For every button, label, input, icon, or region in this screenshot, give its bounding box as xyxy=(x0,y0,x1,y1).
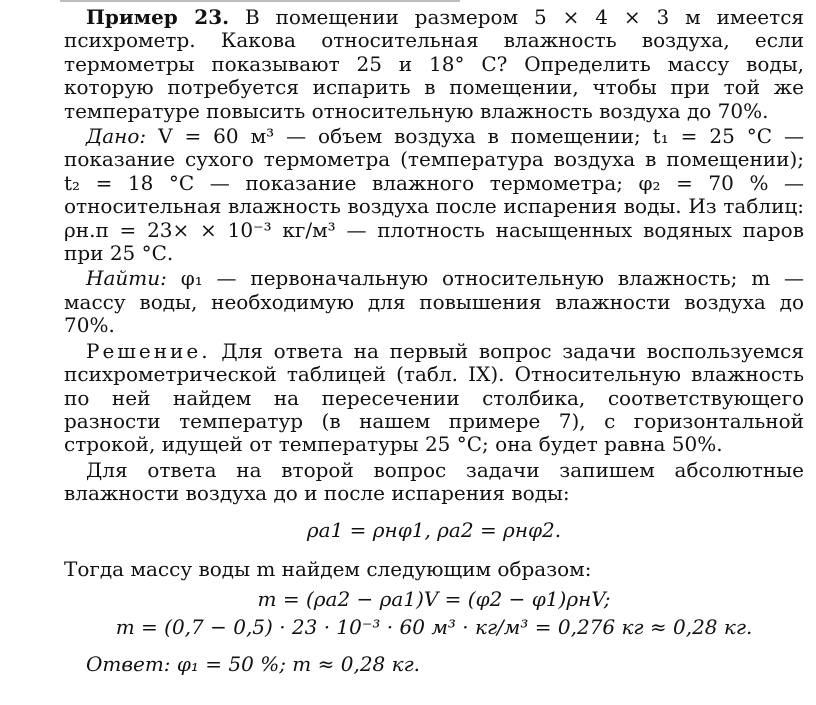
find-text: φ₁ — первоначальную относительную влажность; m — массу воды, необходимую для повышения влажности воздуха до 70%. xyxy=(64,266,805,338)
solution-label: Решение. xyxy=(86,338,211,363)
find-paragraph xyxy=(64,267,804,337)
formula-absolute-humidity: ρа1 = ρнφ1, ρа2 = ρнφ2. xyxy=(306,517,562,542)
solution-paragraph xyxy=(64,340,804,457)
formula-mass-general: m = (ρа2 − ρа1)V = (φ2 − φ1)ρнV; xyxy=(257,586,611,611)
mass-intro-paragraph: Тогда массу воды m найдем следующим образом: xyxy=(64,556,592,581)
formula-mass-numeric: m = (0,7 − 0,5) · 23 · 10⁻³ · 60 м³ · кг/м³ = 0,276 кг ≈ 0,28 кг. xyxy=(115,614,753,639)
answer-label: Ответ: xyxy=(86,651,171,676)
cropped-previous-line xyxy=(60,0,460,2)
second-question-paragraph: Для ответа на второй вопрос задачи запишем абсолютные влажности воздуха до и после испарения воды: xyxy=(64,457,804,506)
given-paragraph xyxy=(64,125,804,265)
find-label: Найти: xyxy=(86,266,167,291)
given-text: V = 60 м³ — объем воздуха в помещении; t₁ = 25 °С — показание сухого термометра (температура воздуха в помещении); t₂ = 18 °С — показание влажного термометра; φ₂ = 70 % — относительная влажность воздуха после испарения воды. Из таблиц: ρн.п = 23× × 10⁻³ кг/м³ — плотность насыщенных водяных паров при 25 °С. xyxy=(64,124,805,266)
answer-paragraph xyxy=(64,653,804,676)
answer-text: φ₁ = 50 %; m ≈ 0,28 кг. xyxy=(176,651,421,676)
given-label: Дано: xyxy=(86,124,147,149)
problem-title: Пример 23. xyxy=(86,5,230,29)
problem-content xyxy=(64,6,804,676)
problem-paragraph xyxy=(64,6,804,123)
solution-text: Для ответа на первый вопрос задачи воспользуемся психрометрической таблицей (табл. IX). Относительную влажность по ней найдем на пересечении столбика, соответствующего разности температур (в нашем примере 7), с горизонтальной строкой, идущей от температуры 25 °С; она будет равна 50%. xyxy=(64,338,804,457)
problem-statement: В помещении размером 5 × 4 × 3 м имеется психрометр. Какова относительная влажность воздуха, если термометры показывают 25 и 18° С? Определить массу воды, которую потребуется испарить в помещении, чтобы при той же температуре повысить относительную влажность воздуха до 70%. xyxy=(64,5,805,123)
